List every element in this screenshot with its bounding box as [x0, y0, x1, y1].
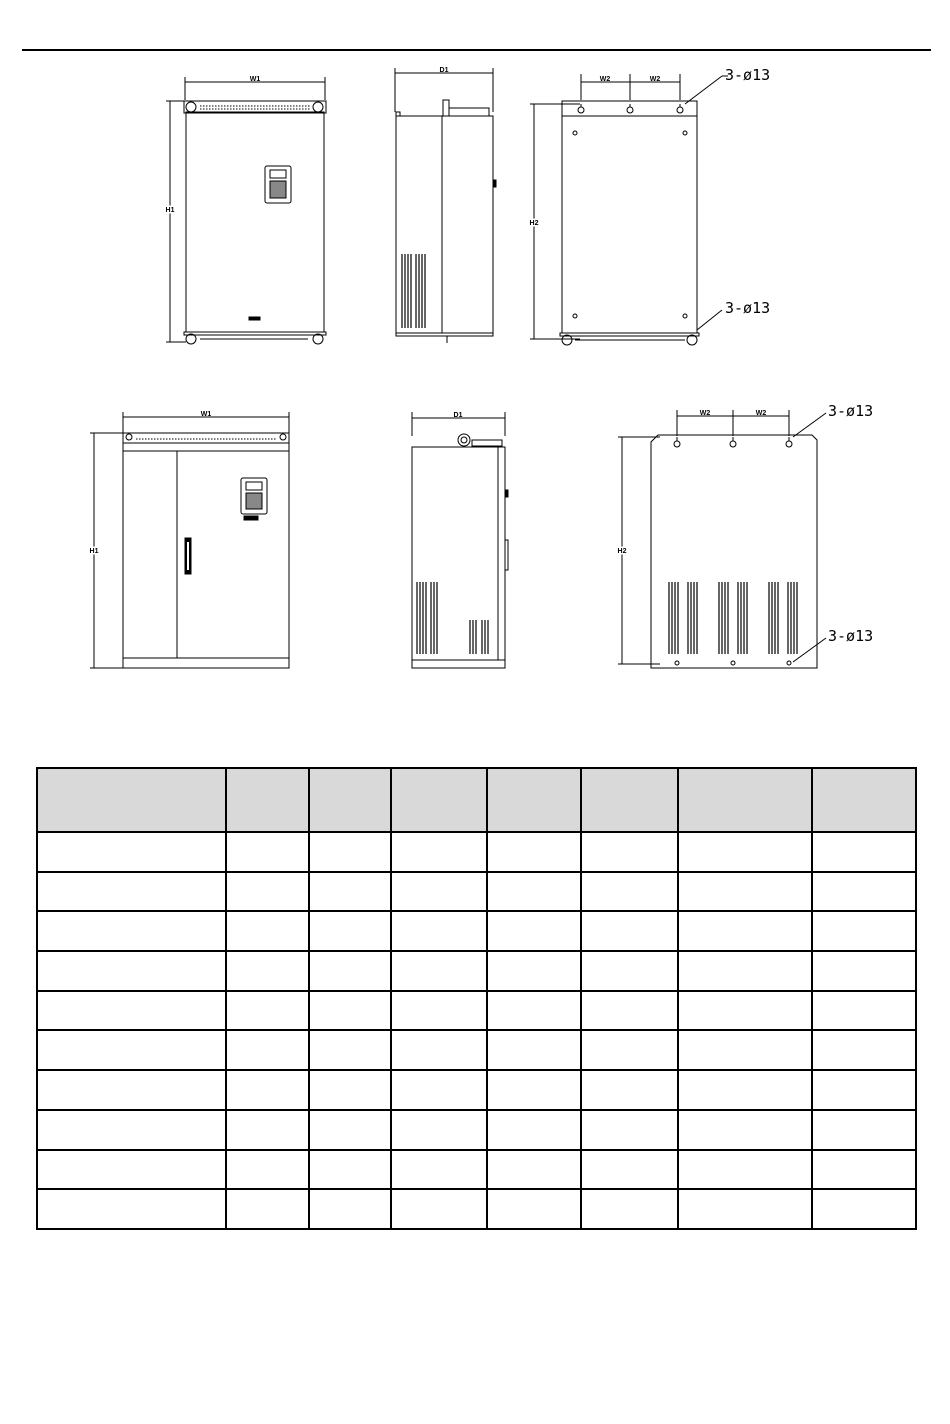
- table-cell: [487, 951, 581, 991]
- table-row: [37, 1189, 916, 1229]
- table-cell: [391, 872, 487, 912]
- table-row: [37, 1150, 916, 1190]
- table-cell: [37, 911, 226, 951]
- table-cell: [812, 1189, 916, 1229]
- row2-top-hole-callout: 3-ø13: [828, 402, 874, 420]
- table-cell: [581, 1030, 678, 1070]
- table-cell: [812, 1110, 916, 1150]
- row1-back-h2-label: H2: [529, 220, 539, 227]
- table-cell: [226, 1070, 309, 1110]
- row1-bottom-hole-callout: 3-ø13: [725, 299, 771, 317]
- table-header-cell: [309, 768, 391, 832]
- table-cell: [391, 1110, 487, 1150]
- table-cell: [581, 991, 678, 1031]
- table-cell: [581, 1070, 678, 1110]
- table-cell: [309, 951, 391, 991]
- table-cell: [37, 1150, 226, 1190]
- table-cell: [812, 911, 916, 951]
- table-cell: [812, 951, 916, 991]
- row1-front-w1-label: W1: [249, 76, 261, 83]
- table-header-cell: [226, 768, 309, 832]
- table-row: [37, 872, 916, 912]
- table-cell: [678, 1030, 812, 1070]
- table-row: [37, 832, 916, 872]
- table-cell: [678, 911, 812, 951]
- table-cell: [581, 1189, 678, 1229]
- row1-back-view: [530, 66, 771, 345]
- table-cell: [678, 991, 812, 1031]
- table-cell: [226, 1189, 309, 1229]
- row1-top-hole-callout: 3-ø13: [725, 66, 771, 84]
- table-cell: [581, 872, 678, 912]
- dimensions-table: [36, 767, 917, 1230]
- table-cell: [226, 951, 309, 991]
- table-cell: [678, 1150, 812, 1190]
- table-cell: [812, 991, 916, 1031]
- table-header-row: [37, 768, 916, 832]
- row2-front-w1-label: W1: [200, 411, 212, 418]
- row2-bottom-hole-callout: 3-ø13: [828, 627, 874, 645]
- row2-front-h1-label: H1: [89, 548, 99, 555]
- table-cell: [678, 1110, 812, 1150]
- table-cell: [391, 1030, 487, 1070]
- table-cell: [226, 911, 309, 951]
- table-cell: [391, 951, 487, 991]
- table-body: [37, 832, 916, 1229]
- table-cell: [309, 1070, 391, 1110]
- row2-side-view: [412, 412, 508, 668]
- row1-back-w2-label-right: W2: [649, 76, 661, 83]
- table-row: [37, 991, 916, 1031]
- table-cell: [391, 832, 487, 872]
- table-cell: [391, 1150, 487, 1190]
- table-cell: [37, 1030, 226, 1070]
- table-cell: [309, 832, 391, 872]
- table-cell: [309, 1189, 391, 1229]
- row2-back-view: [618, 402, 874, 668]
- table-row: [37, 1070, 916, 1110]
- table-cell: [487, 1189, 581, 1229]
- table-cell: [487, 1150, 581, 1190]
- table-row: [37, 1030, 916, 1070]
- table-cell: [309, 991, 391, 1031]
- table-cell: [391, 911, 487, 951]
- table-cell: [678, 1070, 812, 1110]
- table-cell: [309, 872, 391, 912]
- table-cell: [812, 1150, 916, 1190]
- table-cell: [309, 1110, 391, 1150]
- row2-back-w2-label-right: W2: [755, 410, 767, 417]
- row1-back-w2-label-left: W2: [599, 76, 611, 83]
- table-row: [37, 951, 916, 991]
- table-cell: [812, 1070, 916, 1110]
- table-cell: [678, 832, 812, 872]
- row2-side-d1-label: D1: [453, 412, 463, 419]
- table-cell: [581, 951, 678, 991]
- row2-back-h2-label: H2: [617, 548, 627, 555]
- table-cell: [678, 872, 812, 912]
- table-cell: [581, 911, 678, 951]
- table-cell: [678, 1189, 812, 1229]
- table-cell: [487, 1070, 581, 1110]
- table-cell: [812, 872, 916, 912]
- table-row: [37, 911, 916, 951]
- table-header-cell: [37, 768, 226, 832]
- table-cell: [487, 1110, 581, 1150]
- row1-side-view: [395, 67, 496, 343]
- row1-side-d1-label: D1: [439, 67, 449, 74]
- table-cell: [226, 872, 309, 912]
- table-cell: [226, 991, 309, 1031]
- table-cell: [226, 1110, 309, 1150]
- table-cell: [812, 832, 916, 872]
- dimension-drawings: [0, 0, 950, 700]
- row1-front-view: [166, 76, 326, 344]
- table-cell: [226, 832, 309, 872]
- row1-front-h1-label: H1: [165, 207, 175, 214]
- table-cell: [487, 832, 581, 872]
- row2-front-view: [90, 411, 289, 668]
- table-cell: [37, 872, 226, 912]
- table-header-cell: [391, 768, 487, 832]
- table-cell: [487, 991, 581, 1031]
- table-cell: [581, 1150, 678, 1190]
- table-cell: [391, 1070, 487, 1110]
- table-cell: [37, 832, 226, 872]
- table-cell: [487, 1030, 581, 1070]
- table-row: [37, 1110, 916, 1150]
- row2-back-w2-label-left: W2: [699, 410, 711, 417]
- table-cell: [678, 951, 812, 991]
- table-cell: [309, 1150, 391, 1190]
- table-cell: [391, 991, 487, 1031]
- table-cell: [812, 1030, 916, 1070]
- table-header-cell: [581, 768, 678, 832]
- table-cell: [309, 1030, 391, 1070]
- table-cell: [37, 1110, 226, 1150]
- table-header-cell: [678, 768, 812, 832]
- table-cell: [37, 951, 226, 991]
- table-header-cell: [487, 768, 581, 832]
- table-cell: [226, 1150, 309, 1190]
- table-cell: [37, 1189, 226, 1229]
- table-cell: [309, 911, 391, 951]
- table-cell: [581, 832, 678, 872]
- table-cell: [581, 1110, 678, 1150]
- table-header-cell: [812, 768, 916, 832]
- table-cell: [37, 1070, 226, 1110]
- table-cell: [37, 991, 226, 1031]
- table-cell: [391, 1189, 487, 1229]
- table-cell: [226, 1030, 309, 1070]
- table-cell: [487, 872, 581, 912]
- table-cell: [487, 911, 581, 951]
